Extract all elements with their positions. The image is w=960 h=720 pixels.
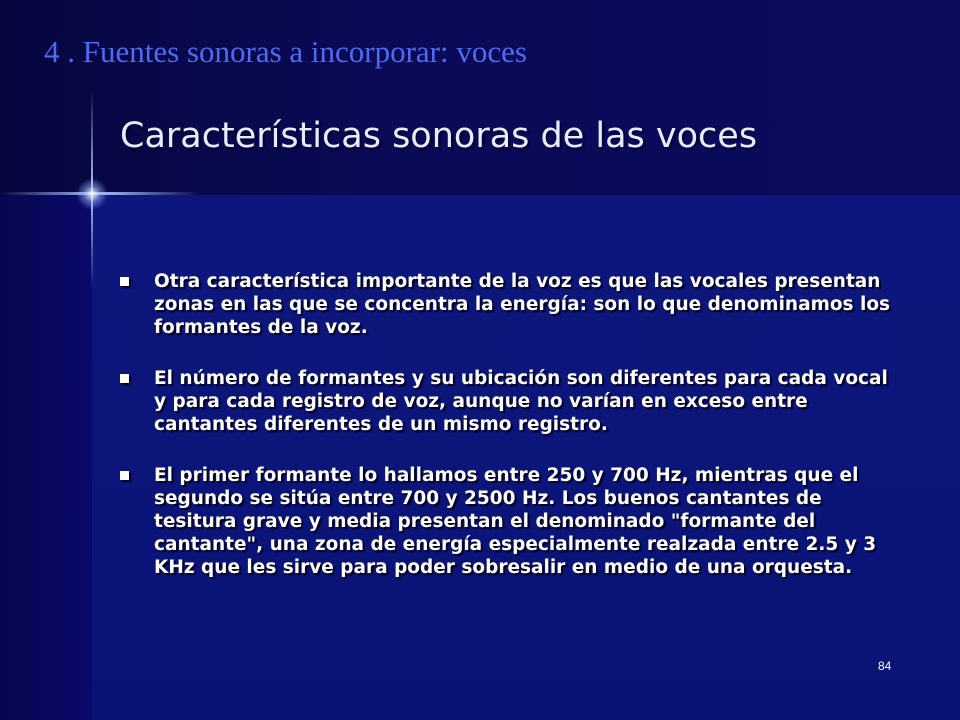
bullet-item bbox=[118, 270, 898, 339]
bullet-text: El número de formantes y su ubicación son diferentes para cada vocal y para cada registro de voz, aunque no varían en exceso entre cantantes diferentes de un mismo registro. bbox=[154, 368, 888, 435]
square-bullet-icon bbox=[120, 471, 129, 480]
section-title: 4 . Fuentes sonoras a incorporar: voces bbox=[44, 34, 527, 69]
bullet-text: Otra característica importante de la voz es que las vocales presentan zonas en las que se concentra la energía: son lo que denominamos los formantes de la voz. bbox=[154, 271, 891, 338]
page-number: 84 bbox=[878, 659, 892, 673]
bullet-list bbox=[118, 270, 898, 607]
square-bullet-icon bbox=[120, 374, 129, 383]
left-column-band bbox=[0, 195, 92, 720]
bullet-text: El primer formante lo hallamos entre 250 y 700 Hz, mientras que el segundo se sitúa entre 700 y 2500 Hz. Los buenos cantantes de tesitura grave y media presentan el denominado "formante del cantante", una zona de energía especialmente realzada entre 2.5 y 3 KHz que les sirve para poder sobresalir en medio de una orquesta. bbox=[154, 465, 877, 578]
bullet-item bbox=[118, 367, 898, 436]
star-flare-icon bbox=[76, 178, 108, 210]
square-bullet-icon bbox=[120, 277, 129, 286]
bullet-item bbox=[118, 464, 898, 579]
slide-title: Características sonoras de las voces bbox=[120, 116, 758, 156]
header-band bbox=[0, 0, 960, 195]
